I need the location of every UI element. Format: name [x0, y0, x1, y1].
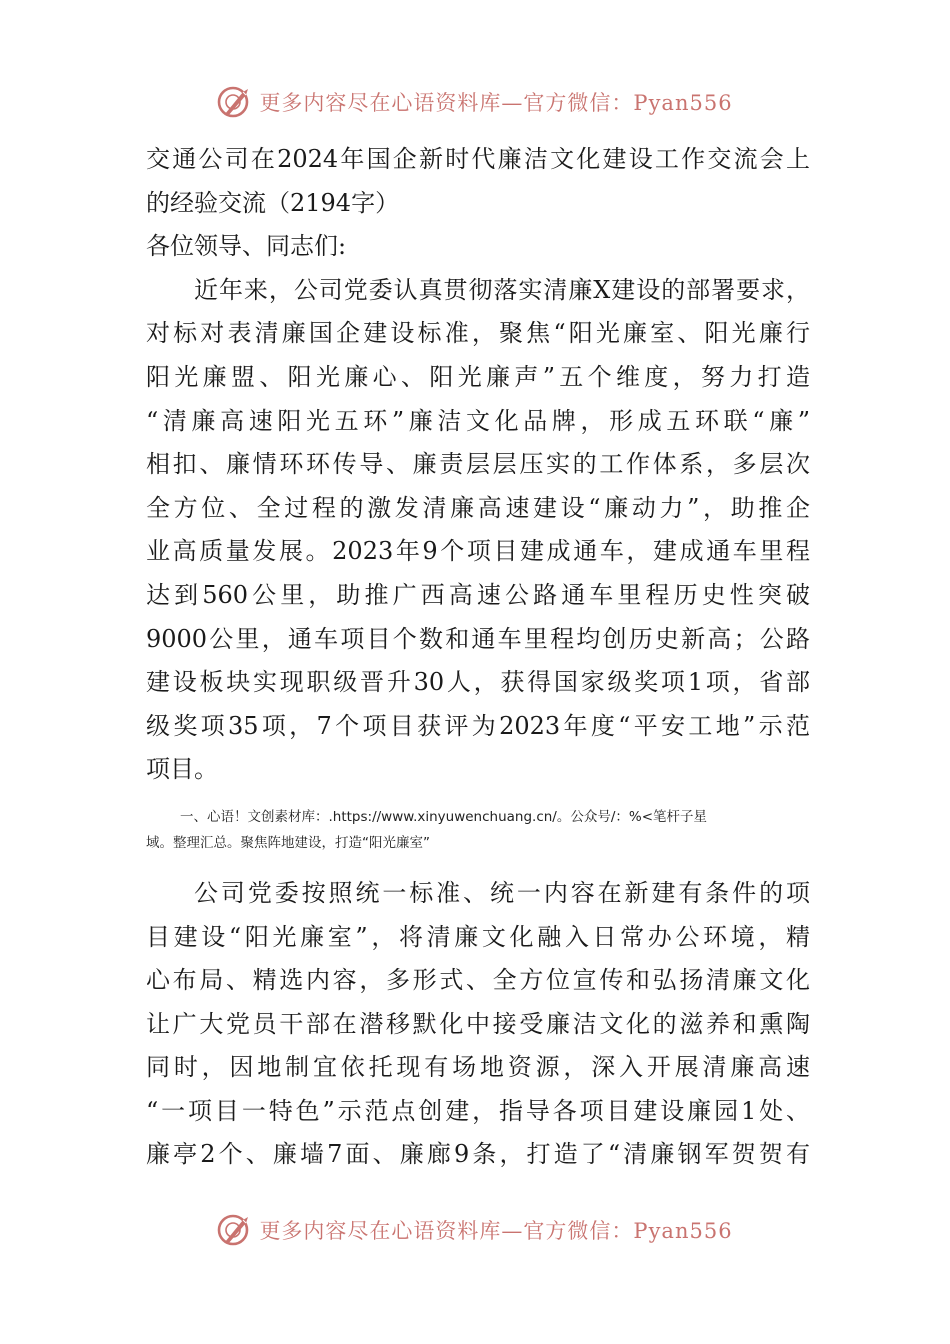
pen-logo-icon	[217, 84, 253, 120]
pen-logo-icon	[217, 1212, 253, 1248]
paragraph-line: 达到560公里，助推广西高速公路通车里程历史性突破	[146, 580, 810, 609]
paragraph-line: 让广大党员干部在潜移默化中接受廉洁文化的滋养和熏陶	[146, 1009, 810, 1038]
paragraph-line: 级奖项35项，7个项目获评为2023年度“平安工地”示范	[146, 711, 810, 740]
paragraph-line: “清廉高速阳光五环”廉洁文化品牌，形成五环联“廉”	[146, 406, 810, 435]
paragraph-2	[146, 872, 810, 1177]
paragraph-line: 建设板块实现职级晋升30人，获得国家级奖项1项，省部	[146, 668, 810, 697]
paragraph-line: 业高质量发展。2023年9个项目建成通车，建成通车里程	[146, 537, 810, 566]
paragraph-line: 全方位、全过程的激发清廉高速建设“廉动力”，助推企	[146, 493, 810, 522]
header-banner	[0, 80, 950, 124]
paragraph-line: 项目。	[146, 755, 218, 784]
paragraph-line: 阳光廉盟、阳光廉心、阳光廉声”五个维度，努力打造	[146, 362, 810, 391]
paragraph-line: 同时，因地制宜依托现有场地资源，深入开展清廉高速	[146, 1053, 810, 1082]
paragraph-line: 心布局、精选内容，多形式、全方位宣传和弘扬清廉文化	[146, 966, 810, 995]
paragraph-line: 廉亭2个、廉墙7面、廉廊9条，打造了“清廉钢军贺贺有	[146, 1140, 810, 1169]
note-line: 一、心语！文创素材库：.https://www.xinyuwenchuang.cn/。公众号/：%<笔杆子星	[180, 808, 708, 825]
document-body	[146, 138, 810, 1177]
title-line-1: 交通公司在2024年国企新时代廉洁文化建设工作交流会上	[146, 145, 810, 173]
paragraph-line: 公司党委按照统一标准、统一内容在新建有条件的项	[194, 878, 810, 907]
note-line: 域。整理汇总。聚焦阵地建设，打造“阳光廉室”	[146, 834, 430, 851]
section-note	[146, 804, 810, 856]
banner-text: 更多内容尽在心语资料库—官方微信：Pyan556	[259, 91, 733, 115]
title-line-2: 的经验交流（2194字）	[146, 188, 400, 217]
salutation: 各位领导、同志们:	[146, 232, 347, 261]
paragraph-line: 相扣、廉情环环传导、廉责层层压实的工作体系，多层次	[146, 450, 810, 479]
paragraph-line: 目建设“阳光廉室”，将清廉文化融入日常办公环境，精	[146, 922, 810, 951]
paragraph-line: 9000公里，通车项目个数和通车里程均创历史新高；公路	[146, 624, 810, 653]
paragraph-line: “一项目一特色”示范点创建，指导各项目建设廉园1处、	[146, 1096, 810, 1125]
paragraph-1	[146, 269, 810, 792]
paragraph-line: 近年来，公司党委认真贯彻落实清廉X建设的部署要求，	[194, 275, 810, 304]
banner-text: 更多内容尽在心语资料库—官方微信：Pyan556	[259, 1219, 733, 1243]
footer-banner	[0, 1208, 950, 1252]
paragraph-line: 对标对表清廉国企建设标准，聚焦“阳光廉室、阳光廉行	[146, 319, 810, 348]
